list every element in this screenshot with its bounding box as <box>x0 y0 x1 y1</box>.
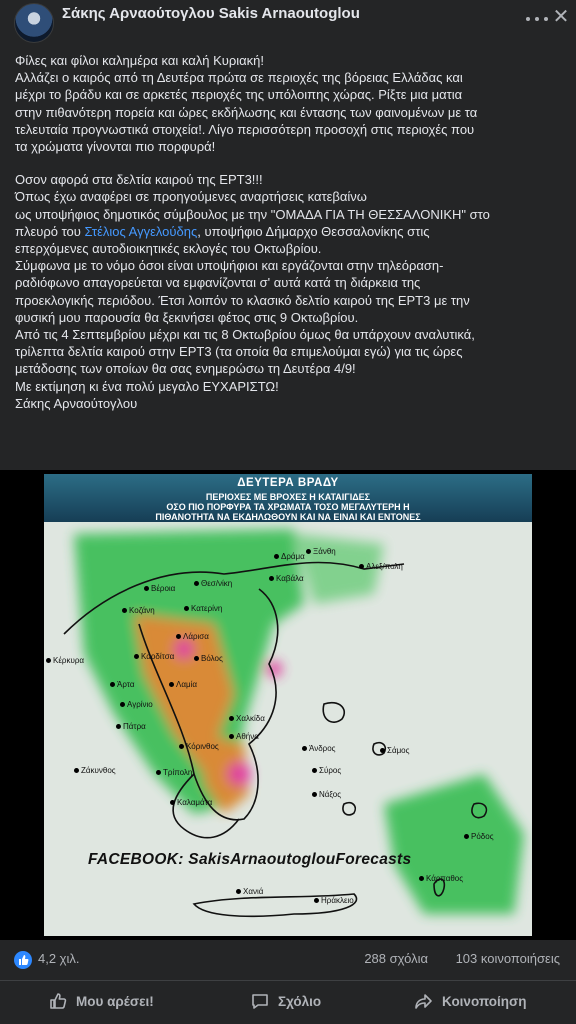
share-count[interactable]: 103 κοινοποιήσεις <box>455 951 560 966</box>
city-label: Αθήνα <box>229 732 259 741</box>
post-paragraph-1 <box>15 52 565 155</box>
post-line: Από τις 4 Σεπτεμβρίου μέχρι και τις 8 Οκτωβρίου όμως θα υπάρχουν αναλυτικά, <box>15 327 475 343</box>
post-line: τα χρώματα γίνονται πιο πορφυρά! <box>15 139 216 155</box>
city-label: Ζάκυνθος <box>74 766 116 775</box>
like-button-label: Μου αρέσει! <box>76 993 154 1009</box>
close-icon[interactable]: ✕ <box>552 6 570 28</box>
city-label: Κάρπαθος <box>419 874 463 883</box>
city-label: Καβάλα <box>269 574 304 583</box>
like-reaction-icon[interactable] <box>14 951 32 969</box>
post-text <box>15 52 565 428</box>
city-label: Αλεξ/πολη <box>359 562 403 571</box>
city-label: Κοζάνη <box>122 606 155 615</box>
action-bar <box>0 980 576 1021</box>
post-image[interactable] <box>0 470 576 940</box>
comment-icon <box>250 991 270 1011</box>
mention-link[interactable]: Στέλιος Αγγελούδης <box>84 223 198 239</box>
post-line: Οσον αφορά στα δελτία καιρού της ΕΡΤ3!!! <box>15 172 263 188</box>
share-arrow-icon <box>414 991 434 1011</box>
post-line: Αλλάζει ο καιρός από τη Δευτέρα πρώτα σε περιοχές της βόρειας Ελλάδας και <box>15 70 463 86</box>
city-label: Νάξος <box>312 790 341 799</box>
map-subtitle-line: ΟΣΟ ΠΙΟ ΠΟΡΦΥΡΑ ΤΑ ΧΡΩΜΑΤΑ ΤΟΣΟ ΜΕΓΑΛΥΤΕΡΗ Η <box>166 502 410 512</box>
city-label: Αγρίνιο <box>120 700 153 709</box>
map-subtitle <box>44 492 532 522</box>
forecast-map <box>44 474 532 936</box>
city-label: Λαμία <box>169 680 197 689</box>
post-paragraph-2 <box>15 171 565 412</box>
comment-button[interactable] <box>250 981 321 1021</box>
city-label: Καρδίτσα <box>134 652 174 661</box>
reaction-count[interactable]: 4,2 χιλ. <box>38 951 80 966</box>
post-line: προεκλογικής περιόδου. Έτσι λοιπόν το κλασικό δελτίο καιρού της ΕΡΤ3 με την <box>15 292 470 308</box>
comment-count[interactable]: 288 σχόλια <box>364 951 428 966</box>
reaction-stats <box>0 940 576 978</box>
city-label: Τρίπολη <box>156 768 192 777</box>
comment-button-label: Σχόλιο <box>278 993 322 1009</box>
post-line: Φίλες και φίλοι καλημέρα και καλή Κυριακή! <box>15 53 265 68</box>
city-label: Λάρισα <box>176 632 209 641</box>
share-button[interactable] <box>414 981 527 1021</box>
post-line: τελευταία προγνωστικά στοιχεία!. Λίγο περισσότερη προσοχή στις περιοχές που <box>15 121 475 137</box>
city-label: Καλαμάτα <box>170 798 212 807</box>
city-label: Άρτα <box>110 680 134 689</box>
post-header <box>0 0 576 44</box>
city-label: Βέροια <box>144 584 175 593</box>
post-text-segment: πλευρό του <box>15 223 85 239</box>
post-line <box>15 223 565 240</box>
post-line: ως υποψήφιος δημοτικός σύμβουλος με την "ΟΜΑΔΑ ΓΙΑ ΤΗ ΘΕΣΣΑΛΟΝΙΚΗ" στο <box>15 206 490 222</box>
more-horizontal-icon[interactable] <box>526 8 548 30</box>
map-banner <box>44 474 532 522</box>
post-line: μετάδοσης των οποίων θα σας ενημερώσω τη Δευτέρα 4/9! <box>15 361 356 377</box>
post-line: μέχρι το βράδυ και σε αρκετές περιοχές της υπόλοιπης χώρας. Ρίξτε μια ματια <box>15 87 463 103</box>
post-text-segment: , υποψήφιο Δήμαρχο Θεσσαλονίκης στις <box>197 223 430 239</box>
map-subtitle-line: ΠΙΘΑΝΟΤΗΤΑ ΝΑ ΕΚΔΗΛΩΘΟΥΝ ΚΑΙ ΝΑ ΕΙΝΑΙ ΚΑΙ ΕΝΤΟΝΕΣ <box>155 512 421 522</box>
avatar[interactable] <box>14 3 54 43</box>
post-line: Με εκτίμηση κι ένα πολύ μεγαλο ΕΥΧΑΡΙΣΤΩ! <box>15 378 279 394</box>
city-label: Χανιά <box>236 887 263 896</box>
post-line: ραδιόφωνο απαγορεύεται να εμφανίζονται σ' αυτά κατά τη διάρκεια της <box>15 275 421 291</box>
city-label: Κόρινθος <box>179 742 219 751</box>
city-label: Κέρκυρα <box>46 656 84 665</box>
map-subtitle-line: ΠΕΡΙΟΧΕΣ ΜΕ ΒΡΟΧΕΣ Η ΚΑΤΑΙΓΙΔΕΣ <box>205 492 371 502</box>
post-line: Όπως έχω αναφέρει σε προηγούμενες αναρτήσεις κατεβαίνω <box>15 189 367 205</box>
post-line: στην πιθανότερη πορεία και ώρες εκδήλωσης και έντασης των φαινομένων με τα <box>15 104 478 120</box>
city-label: Άνδρος <box>302 744 336 753</box>
author-name[interactable]: Σάκης Αρναούτογλου Sakis Arnaoutoglou <box>62 5 360 22</box>
city-label: Χαλκίδα <box>229 714 265 723</box>
city-label: Πάτρα <box>116 722 146 731</box>
post-line: τρίλεπτα δελτία καιρού στην ΕΡΤ3 (τα οποία θα επιμελούμαι εγώ) για τις ώρες <box>15 344 463 360</box>
city-label: Θεσ/νίκη <box>194 579 232 588</box>
map-title: ΔΕΥΤΕΡΑ ΒΡΑΔΥ <box>237 477 339 489</box>
city-label: Σύρος <box>312 766 341 775</box>
city-label: Ηράκλειο <box>314 896 354 905</box>
post-line: επερχόμενες αυτοδιοικητικές εκλογές του Οκτωβρίου. <box>15 241 322 257</box>
city-label: Δράμα <box>274 552 305 561</box>
city-label: Βόλος <box>194 654 223 663</box>
post-line: φυσική μου παρουσία θα ξεκινήσει φέτος στις 9 Οκτωβρίου. <box>15 309 359 325</box>
like-button[interactable] <box>48 981 154 1021</box>
share-button-label: Κοινοποίηση <box>442 993 527 1009</box>
post-line: Σύμφωνα με το νόμο όσοι είναι υποψήφιοι και εργάζονται στην τηλεόραση- <box>15 258 444 274</box>
city-label: Ξάνθη <box>306 547 336 556</box>
city-label: Σάμος <box>380 746 409 755</box>
city-label: Κατερίνη <box>184 604 222 613</box>
watermark-label: FACEBOOK: SakisArnaoutoglouForecasts <box>88 851 412 868</box>
post-line: Σάκης Αρναούτογλου <box>15 395 138 411</box>
city-label: Ρόδος <box>464 832 494 841</box>
thumbs-up-icon <box>48 991 68 1011</box>
